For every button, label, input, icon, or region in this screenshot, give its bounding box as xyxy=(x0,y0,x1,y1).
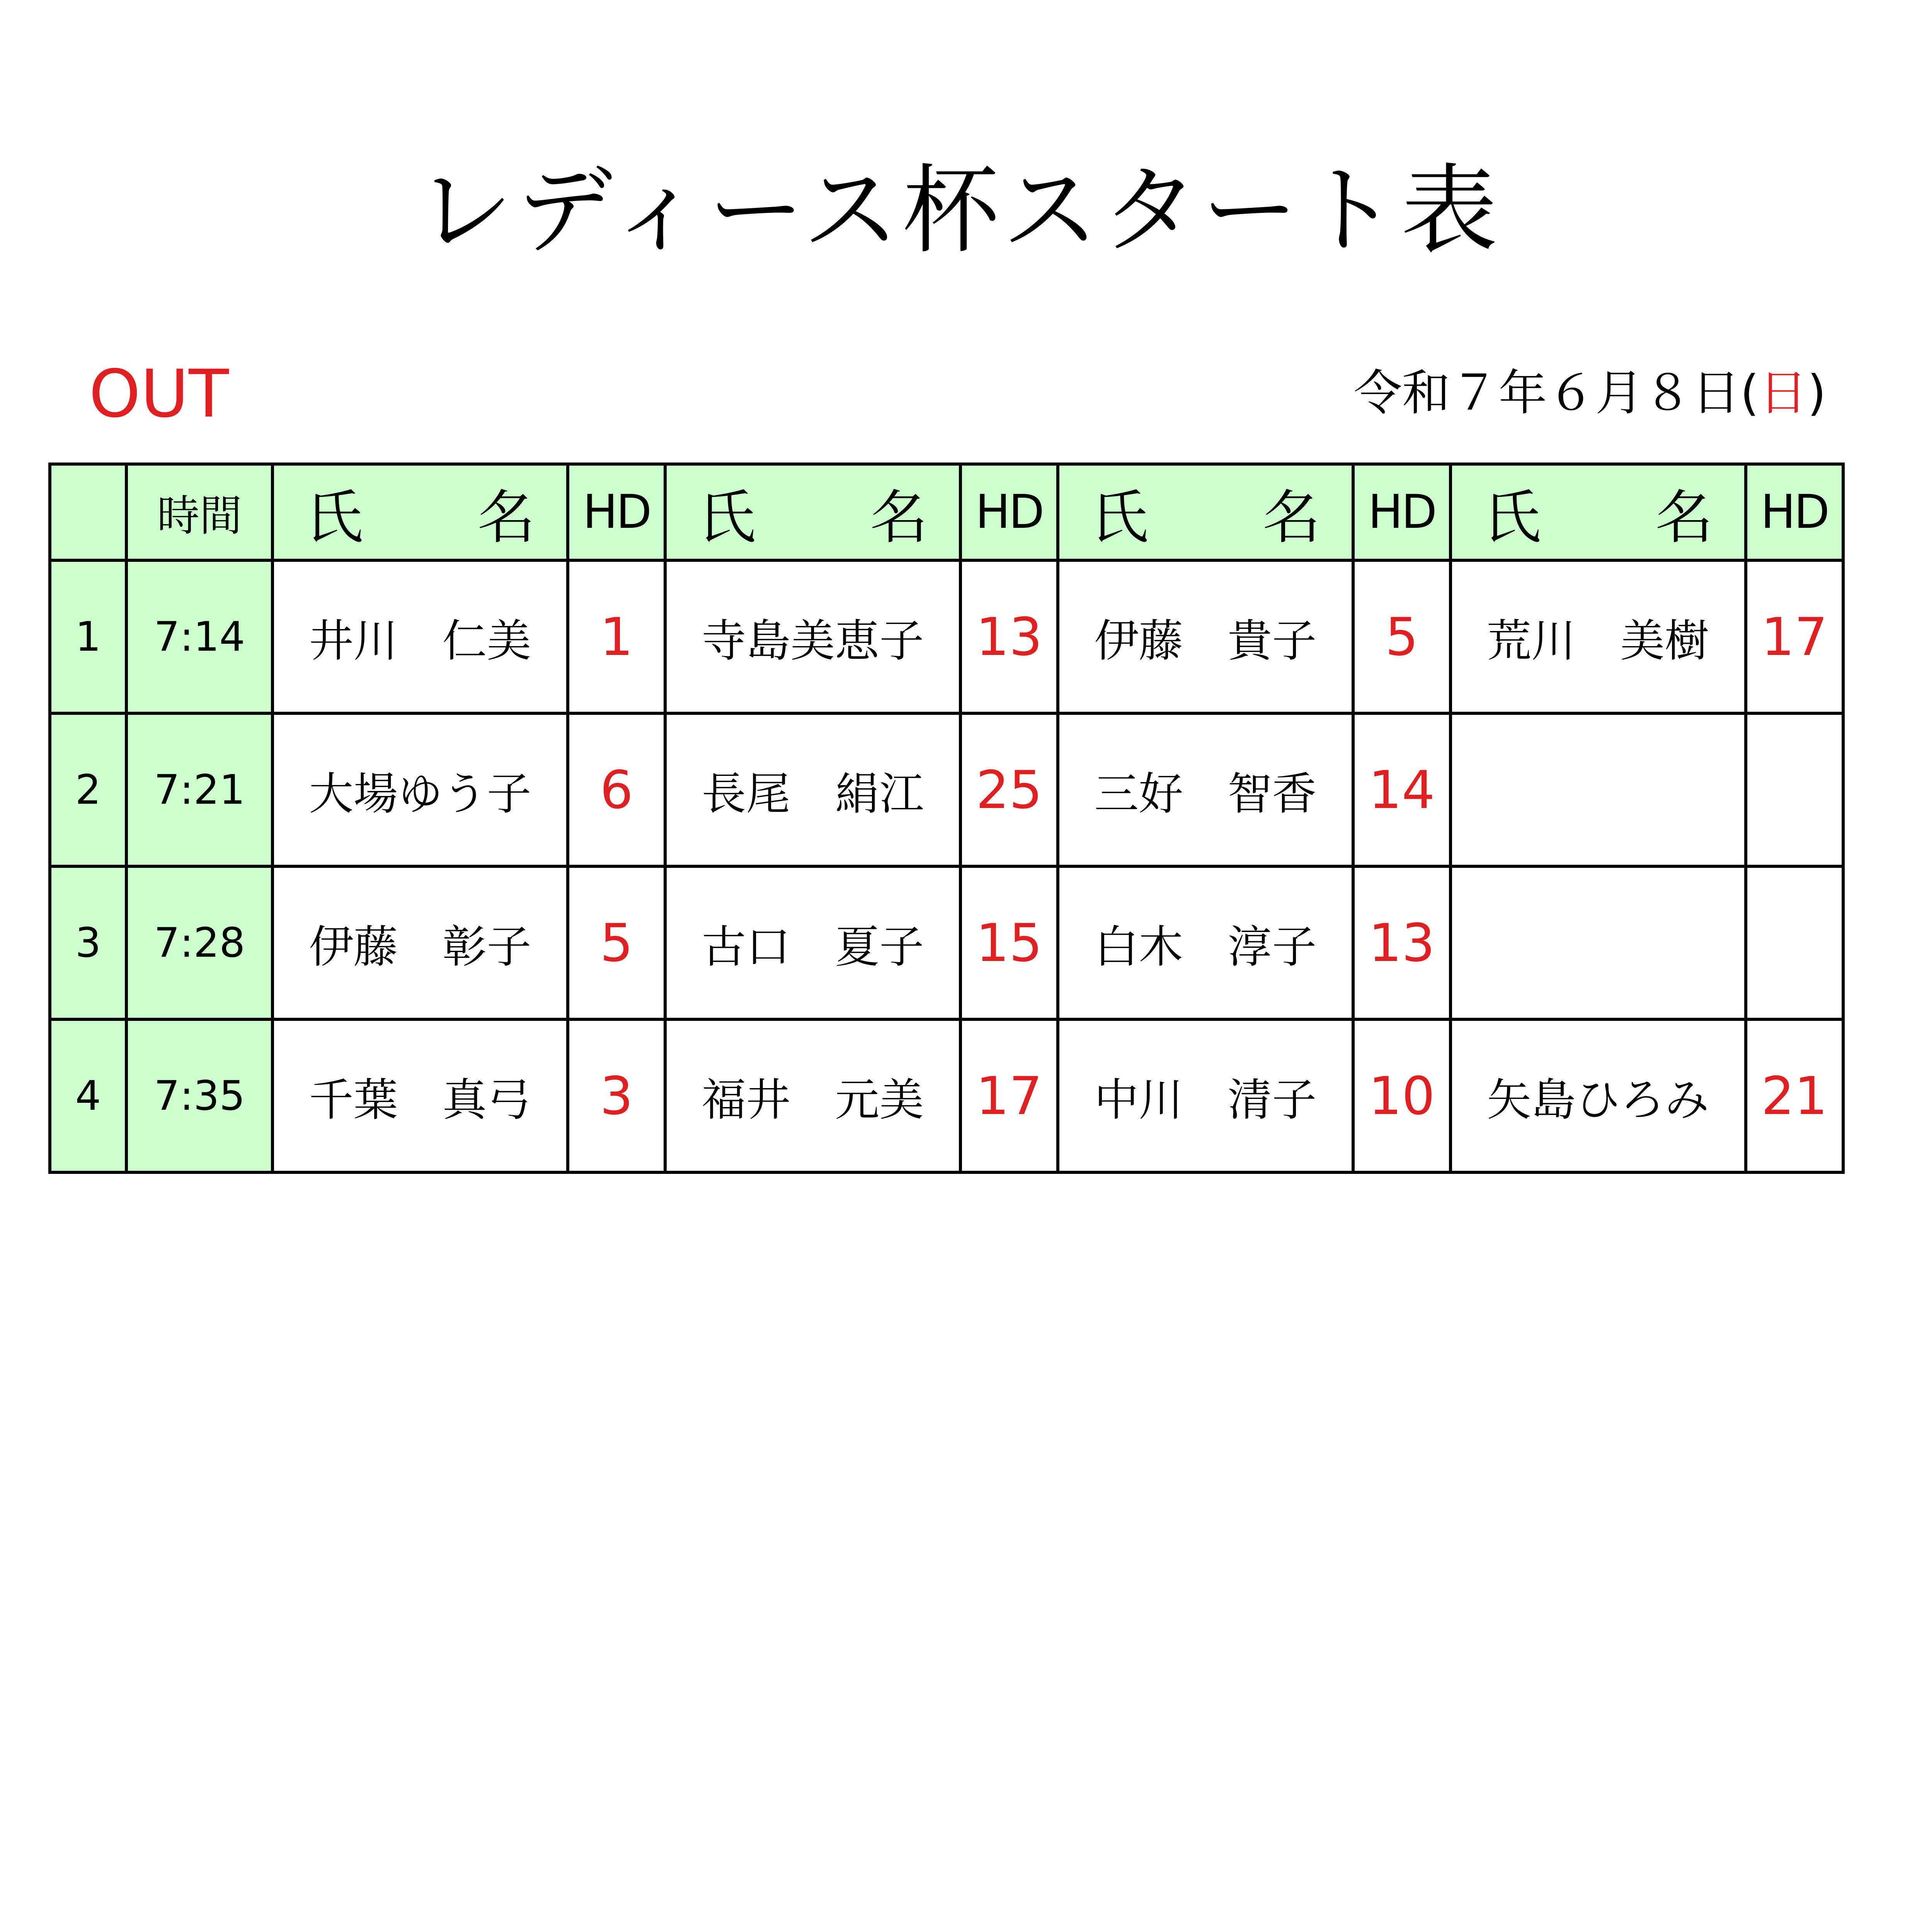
header-name-left: 氏 xyxy=(305,484,363,551)
player-handicap: 14 xyxy=(1353,713,1451,866)
course-label: OUT xyxy=(89,356,229,432)
date-text: 令和７年６月８日( xyxy=(1353,365,1759,421)
player-name: 伊藤 彰子 xyxy=(272,866,568,1019)
start-time: 7:35 xyxy=(126,1019,272,1172)
player-handicap xyxy=(1746,866,1843,1019)
group-index: 2 xyxy=(50,713,126,866)
player-handicap: 15 xyxy=(960,866,1058,1019)
player-name xyxy=(1451,713,1746,866)
header-name-left: 氏 xyxy=(698,484,756,551)
header-name xyxy=(1058,464,1353,560)
start-time: 7:14 xyxy=(126,560,272,713)
player-handicap xyxy=(1746,713,1843,866)
header-hd: HD xyxy=(1746,464,1843,560)
player-name: 古口 夏子 xyxy=(665,866,960,1019)
start-time: 7:21 xyxy=(126,713,272,866)
header-index xyxy=(50,464,126,560)
player-handicap: 25 xyxy=(960,713,1058,866)
player-handicap: 13 xyxy=(1353,866,1451,1019)
table-row xyxy=(50,866,1843,1019)
player-name: 大場ゆう子 xyxy=(272,713,568,866)
table-header-row xyxy=(50,464,1843,560)
header-hd: HD xyxy=(960,464,1058,560)
table-row xyxy=(50,560,1843,713)
table-row xyxy=(50,1019,1843,1172)
header-name-right: 名 xyxy=(1655,484,1713,551)
header-name-left: 氏 xyxy=(1483,484,1541,551)
group-index: 4 xyxy=(50,1019,126,1172)
player-handicap: 6 xyxy=(568,713,665,866)
header-time: 時間 xyxy=(126,464,272,560)
player-name: 千葉 真弓 xyxy=(272,1019,568,1172)
player-name: 中川 清子 xyxy=(1058,1019,1353,1172)
player-name: 荒川 美樹 xyxy=(1451,560,1746,713)
start-time: 7:28 xyxy=(126,866,272,1019)
group-index: 3 xyxy=(50,866,126,1019)
header-name xyxy=(1451,464,1746,560)
start-table xyxy=(48,463,1845,1174)
player-name: 長尾 絹江 xyxy=(665,713,960,866)
date-close: ) xyxy=(1807,365,1826,421)
player-handicap: 10 xyxy=(1353,1019,1451,1172)
player-name xyxy=(1451,866,1746,1019)
player-handicap: 5 xyxy=(568,866,665,1019)
player-name: 井川 仁美 xyxy=(272,560,568,713)
header-name-right: 名 xyxy=(477,484,536,551)
player-name: 矢島ひろみ xyxy=(1451,1019,1746,1172)
page-title: レディース杯スタート表 xyxy=(416,154,1501,267)
player-handicap: 17 xyxy=(1746,560,1843,713)
player-handicap: 5 xyxy=(1353,560,1451,713)
player-handicap: 13 xyxy=(960,560,1058,713)
player-name: 伊藤 貴子 xyxy=(1058,560,1353,713)
player-name: 三好 智香 xyxy=(1058,713,1353,866)
player-handicap: 1 xyxy=(568,560,665,713)
player-name: 白木 淳子 xyxy=(1058,866,1353,1019)
player-handicap: 3 xyxy=(568,1019,665,1172)
header-name-right: 名 xyxy=(1262,484,1321,551)
header-hd: HD xyxy=(568,464,665,560)
player-handicap: 17 xyxy=(960,1019,1058,1172)
player-name: 寺島美恵子 xyxy=(665,560,960,713)
group-index: 1 xyxy=(50,560,126,713)
header-name xyxy=(272,464,568,560)
date-weekday: 日 xyxy=(1759,365,1808,421)
header-name xyxy=(665,464,960,560)
header-name-left: 氏 xyxy=(1090,484,1149,551)
header-name-right: 名 xyxy=(870,484,928,551)
table-row xyxy=(50,713,1843,866)
player-handicap: 21 xyxy=(1746,1019,1843,1172)
event-date xyxy=(1353,365,1826,421)
player-name: 福井 元美 xyxy=(665,1019,960,1172)
header-hd: HD xyxy=(1353,464,1451,560)
